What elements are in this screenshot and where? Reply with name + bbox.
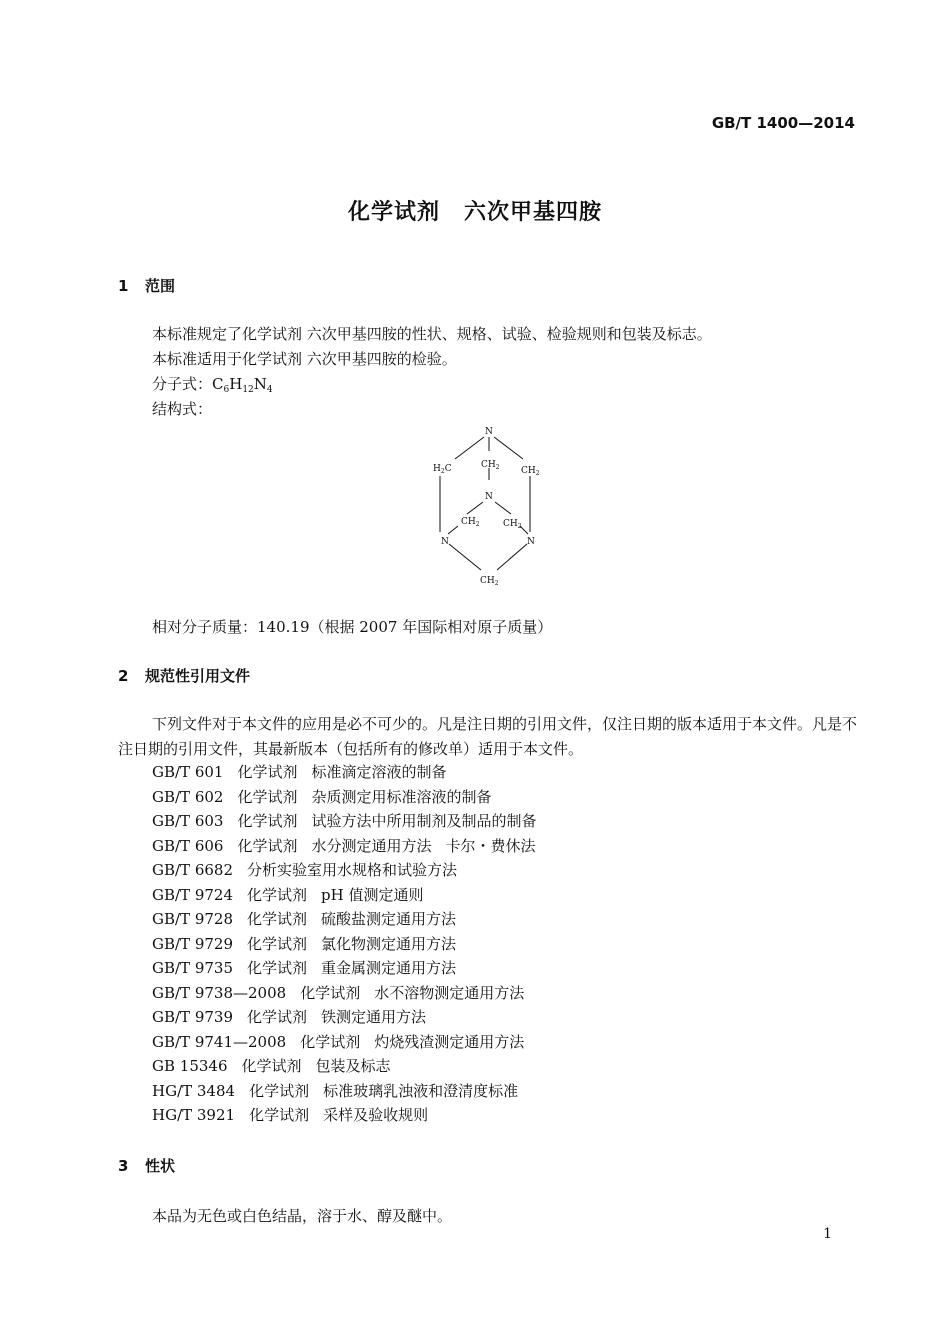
- reference-title-part: 铁测定通用方法: [321, 1008, 427, 1026]
- reference-title-part: 化学试剂: [300, 1032, 361, 1051]
- molecular-formula: [152, 373, 273, 395]
- references-intro: 下列文件对于本文件的应用是必不可少的。凡是注日期的引用文件，仅注日期的版本适用于本文件。凡是不注日期的引用文件，其最新版本（包括所有的修改单）适用于本文件。: [118, 715, 858, 758]
- reference-item: [152, 907, 537, 932]
- reference-title-part: 化学试剂: [241, 1057, 302, 1075]
- reference-title-part: 化学试剂: [237, 787, 298, 806]
- reference-code: GB/T 601: [152, 763, 224, 781]
- reference-title-part: 重金属测定通用方法: [321, 959, 457, 977]
- reference-code: GB/T 9741—2008: [152, 1032, 287, 1051]
- reference-title-part: 化学试剂: [237, 763, 298, 781]
- reference-code: GB 15346: [152, 1057, 228, 1075]
- reference-code: GB/T 6682: [152, 861, 234, 879]
- page-number: 1: [823, 1226, 832, 1242]
- formula-n: N: [253, 375, 267, 393]
- reference-item: [152, 809, 537, 834]
- reference-title-part: 化学试剂: [249, 1106, 310, 1124]
- reference-title-part: 化学试剂: [300, 983, 361, 1002]
- reference-code: GB/T 9729: [152, 934, 234, 953]
- reference-code: GB/T 9728: [152, 910, 234, 928]
- reference-title-part: 化学试剂: [247, 959, 308, 977]
- reference-item: [152, 1103, 537, 1128]
- reference-code: GB/T 9735: [152, 959, 234, 977]
- section-number: 1: [118, 277, 129, 295]
- section-number: 3: [118, 1157, 129, 1175]
- formula-n-sub: 4: [266, 385, 273, 395]
- reference-title-part: 水分测定通用方法: [311, 836, 432, 855]
- reference-code: HG/T 3921: [152, 1106, 236, 1124]
- structure-bonds: [440, 437, 530, 570]
- reference-item: [152, 932, 537, 957]
- reference-item: [152, 1030, 537, 1055]
- reference-title-part: 杂质测定用标准溶液的制备: [311, 787, 492, 806]
- reference-title-part: 化学试剂: [247, 934, 308, 953]
- atom-n-right: N: [527, 537, 535, 547]
- reference-item: [152, 1079, 537, 1104]
- reference-code: GB/T 603: [152, 812, 224, 830]
- standard-code: GB/T 1400—2014: [711, 114, 855, 132]
- document-title: [0, 195, 950, 226]
- reference-title-part: 硫酸盐测定通用方法: [321, 910, 457, 928]
- reference-item: [152, 858, 537, 883]
- atom-h2c-left: $H_2C$: [433, 464, 452, 475]
- reference-title-part: 卡尔・费休法: [445, 836, 536, 855]
- reference-title-part: 化学试剂: [237, 812, 298, 830]
- formula-h-sub: 12: [242, 385, 254, 395]
- section-heading-scope: [118, 275, 175, 296]
- formula-label: 分子式：: [152, 375, 213, 393]
- reference-title-part: 灼烧残渣测定通用方法: [374, 1032, 525, 1051]
- reference-title-part: 水不溶物测定通用方法: [374, 983, 525, 1002]
- title-part-2: 六次甲基四胺: [464, 200, 603, 225]
- reference-item: [152, 785, 537, 810]
- atom-n-middle: N: [485, 492, 493, 502]
- atom-ch2-inner-right: $CH_2$: [503, 519, 522, 530]
- atom-ch2-right: $CH_2$: [521, 466, 540, 477]
- formula-c-sub: 6: [223, 385, 230, 395]
- reference-item: [152, 834, 537, 859]
- reference-code: GB/T 9724: [152, 885, 234, 904]
- reference-title-part: 化学试剂: [247, 1008, 308, 1026]
- reference-code: GB/T 606: [152, 836, 224, 855]
- reference-title-part: 氯化物测定通用方法: [321, 934, 457, 953]
- reference-code: GB/T 602: [152, 787, 224, 806]
- atom-ch2-bottom: $CH_2$: [480, 576, 499, 587]
- structure-label: 结构式：: [152, 400, 213, 418]
- reference-title-part: 试验方法中所用制剂及制品的制备: [311, 812, 537, 830]
- reference-code: GB/T 9739: [152, 1008, 234, 1026]
- title-part-1: 化学试剂: [347, 200, 440, 225]
- reference-title-part: 分析实验室用水规格和试验方法: [247, 861, 458, 879]
- molecular-mass: 相对分子质量：140.19（根据 2007 年国际相对原子质量）: [152, 618, 553, 636]
- reference-item: [152, 1054, 537, 1079]
- atom-ch2-center: $CH_2$: [481, 460, 500, 471]
- reference-title-part: 采样及验收规则: [323, 1106, 429, 1124]
- section-title: 规范性引用文件: [145, 667, 251, 685]
- reference-title-part: 化学试剂: [237, 836, 298, 855]
- reference-title-part: 包装及标志: [315, 1057, 391, 1075]
- reference-item: [152, 956, 537, 981]
- formula-c: C: [212, 375, 224, 393]
- reference-item: [152, 1005, 537, 1030]
- structural-formula-diagram: [425, 420, 555, 595]
- scope-paragraph-2: 本标准适用于化学试剂 六次甲基四胺的检验。: [152, 350, 457, 368]
- atom-n-top: N: [485, 427, 493, 437]
- reference-title-part: 化学试剂: [249, 1081, 310, 1100]
- reference-item: [152, 760, 537, 785]
- reference-list: [152, 760, 537, 1128]
- properties-paragraph: 本品为无色或白色结晶，溶于水、醇及醚中。: [152, 1207, 453, 1225]
- atom-ch2-inner-left: $CH_2$: [461, 517, 480, 528]
- reference-title-part: pH 值测定通则: [321, 885, 424, 904]
- section-number: 2: [118, 667, 129, 685]
- section-title: 性状: [145, 1157, 176, 1175]
- atom-n-left: N: [441, 537, 449, 547]
- section-heading-references: [118, 665, 250, 686]
- reference-code: GB/T 9738—2008: [152, 983, 287, 1002]
- reference-title-part: 标准滴定溶液的制备: [311, 763, 447, 781]
- reference-title-part: 化学试剂: [247, 910, 308, 928]
- reference-title-part: 标准玻璃乳浊液和澄清度标准: [323, 1081, 519, 1100]
- reference-item: [152, 883, 537, 908]
- formula-h: H: [229, 375, 243, 393]
- reference-code: HG/T 3484: [152, 1081, 236, 1100]
- scope-paragraph-1: 本标准规定了化学试剂 六次甲基四胺的性状、规格、试验、检验规则和包装及标志。: [152, 325, 712, 343]
- section-heading-properties: [118, 1155, 175, 1176]
- reference-item: [152, 981, 537, 1006]
- reference-title-part: 化学试剂: [247, 885, 308, 904]
- section-title: 范围: [145, 277, 176, 295]
